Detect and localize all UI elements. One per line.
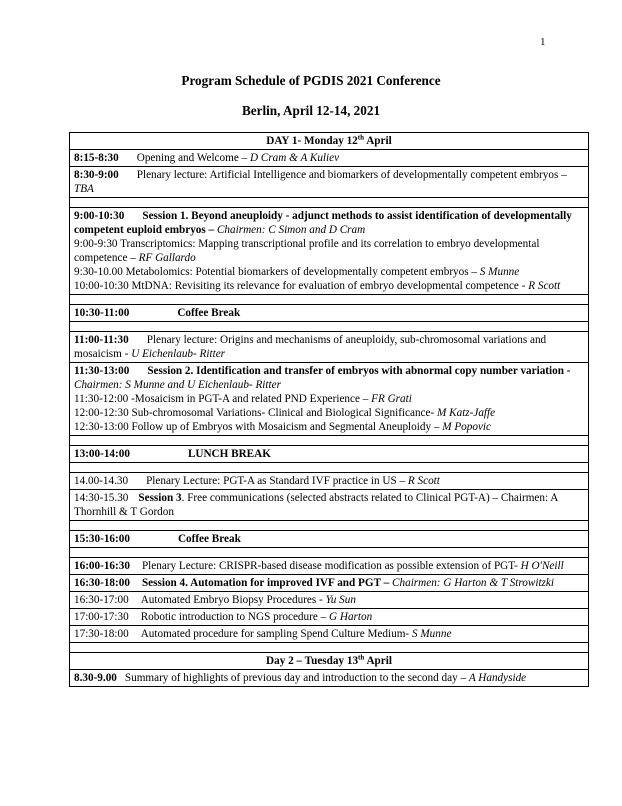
- document-subtitle: Berlin, April 12-14, 2021: [241, 103, 381, 118]
- page-number: 1: [540, 36, 546, 48]
- schedule-item-ngs: 17:00-17:30 Robotic introduction to NGS procedure – G Harton: [69, 608, 589, 625]
- spacer-row: [69, 462, 589, 472]
- spacer-row: [69, 197, 589, 207]
- schedule-item-plenary-crispr: 16:00-16:30 Plenary Lecture: CRISPR-based disease modification as possible extension of PGT- H O'Neill: [69, 557, 589, 574]
- schedule-item-plenary-pgta: 14.00-14.30 Plenary Lecture: PGT-A as Standard IVF practice in US – R Scott: [69, 472, 589, 489]
- session-1: 9:00-10:30 Session 1. Beyond aneuploidy - adjunct methods to assist identification of developmentally competent euploid embryos – Chairmen: C Simon and D Cram 9:00-9:30 Transcriptomics: Mapping transcriptional profile and its correlation to embryo developmental competence – RF Gallardo 9:30-10.00 Metabolomics: Potential biomarkers of developmentally competent embryos – S Munne 10:00-10:30 MtDNA: Revisiting its relevance for evaluation of embryo developmental competence - R Scott: [69, 207, 589, 294]
- session-3: 14:30-15.30 Session 3. Free communications (selected abstracts related to Clinical PGT-A) – Chairmen: A Thornhill & T Gordon: [69, 489, 589, 520]
- spacer-row: [69, 520, 589, 530]
- schedule-item-biopsy: 16:30-17:00 Automated Embryo Biopsy Procedures - Yu Sun: [69, 591, 589, 608]
- schedule-item-summary: 8.30-9.00 Summary of highlights of previous day and introduction to the second day – A Handyside: [69, 669, 589, 687]
- spacer-row: [69, 642, 589, 652]
- session-2: 11:30-13:00 Session 2. Identification and transfer of embryos with abnormal copy number variation - Chairmen: S Munne and U Eichenlaub- Ritter 11:30-12:00 -Mosaicism in PGT-A and related PND Experience – FR Grati 12:00-12:30 Sub-chromosomal Variations- Clinical and Biological Significance- M Katz-Jaffe 12:30-13:00 Follow up of Embryos with Mosaicism and Segmental Aneuploidy – M Popovic: [69, 362, 589, 435]
- coffee-break-1: 10:30-11:00 Coffee Break: [69, 304, 589, 321]
- session-4: 16:30-18:00 Session 4. Automation for improved IVF and PGT – Chairmen: G Harton & T Strowitzki: [69, 574, 589, 591]
- day2-header: Day 2 – Tuesday 13th April: [69, 652, 589, 669]
- schedule-item-spend-medium: 17:30-18:00 Automated procedure for sampling Spend Culture Medium- S Munne: [69, 625, 589, 642]
- lunch-break: 13:00-14:00 LUNCH BREAK: [69, 445, 589, 462]
- spacer-row: [69, 547, 589, 557]
- day1-header: DAY 1- Monday 12th April: [69, 132, 589, 149]
- schedule-item-plenary-origins: 11:00-11:30 Plenary lecture: Origins and mechanisms of aneuploidy, sub-chromosomal variations and mosaicism - U Eichenlaub- Ritter: [69, 331, 589, 362]
- document-title: Program Schedule of PGDIS 2021 Conference: [181, 73, 441, 88]
- schedule-table: [69, 132, 589, 687]
- schedule-item-plenary-ai: 8:30-9:00 Plenary lecture: Artificial Intelligence and biomarkers of developmentally competent embryos – TBA: [69, 166, 589, 197]
- schedule-item-welcome: 8:15-8:30 Opening and Welcome – D Cram & A Kuliev: [69, 149, 589, 166]
- spacer-row: [69, 294, 589, 304]
- spacer-row: [69, 321, 589, 331]
- spacer-row: [69, 435, 589, 445]
- coffee-break-2: 15:30-16:00 Coffee Break: [69, 530, 589, 547]
